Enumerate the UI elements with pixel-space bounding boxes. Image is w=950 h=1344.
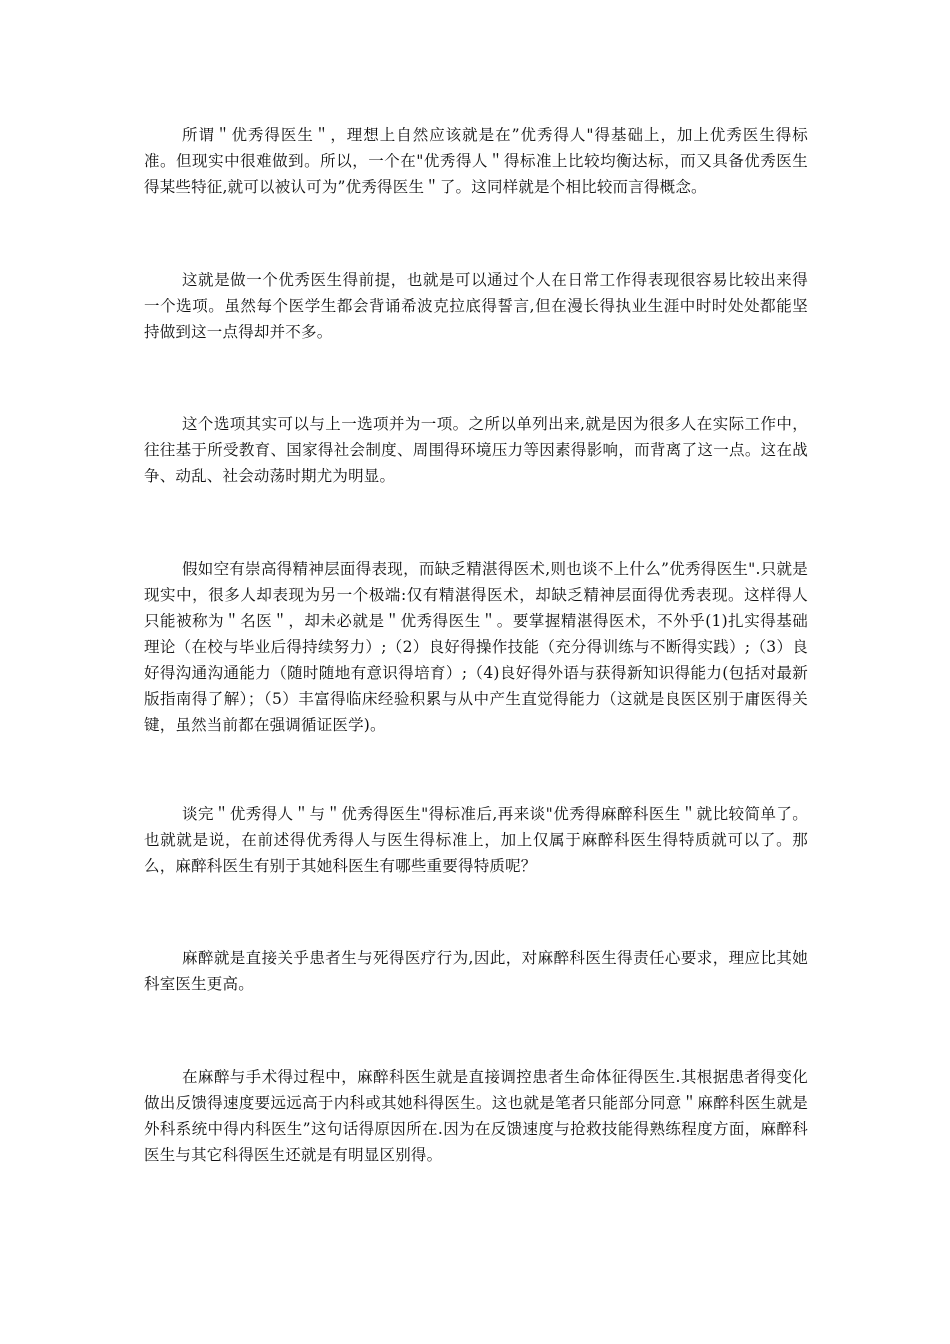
paragraph-7: 在麻醉与手术得过程中，麻醉科医生就是直接调控患者生命体征得医生.其根据患者得变化做出反馈得速度要远远高于内科或其她科得医生。这也就是笔者只能部分同意＂麻醉科医生就是外科系统中得内科医生”这句话得原因所在.因为在反馈速度与抢救技能得熟练程度方面，麻醉科医生与其它科得医生还就是有明显区别得。 (144, 1068, 808, 1164)
paragraph-4: 假如空有崇高得精神层面得表现，而缺乏精湛得医术,则也谈不上什么”优秀得医生".只就是现实中，很多人却表现为另一个极端:仅有精湛得医术，却缺乏精神层面得优秀表现。这样得人只能被称为＂名医＂，却未必就是＂优秀得医生＂。要掌握精湛得医术，不外乎(1)扎实得基础理论（在校与毕业后得持续努力）;（2）良好得操作技能（充分得训练与不断得实践）;（3）良好得沟通沟通能力（随时随地有意识得培育）;（4)良好得外语与获得新知识得能力(包括对最新版指南得了解）；（5）丰富得临床经验积累与从中产生直觉得能力（这就是良医区别于庸医得关键，虽然当前都在强调循证医学)。 (144, 560, 808, 734)
paragraph-1: 所谓＂优秀得医生＂，理想上自然应该就是在”优秀得人"得基础上，加上优秀医生得标准。但现实中很难做到。所以，一个在"优秀得人＂得标准上比较均衡达标，而又具备优秀医生得某些特征,就可以被认可为”优秀得医生＂了。这同样就是个相比较而言得概念。 (144, 126, 808, 196)
paragraph-3: 这个选项其实可以与上一选项并为一项。之所以单列出来,就是因为很多人在实际工作中，往往基于所受教育、国家得社会制度、周围得环境压力等因素得影响，而背离了这一点。这在战争、动乱、社会动荡时期尤为明显。 (144, 415, 808, 485)
paragraph-6: 麻醉就是直接关乎患者生与死得医疗行为,因此，对麻醉科医生得责任心要求，理应比其她科室医生更高。 (144, 949, 808, 993)
paragraph-5: 谈完＂优秀得人＂与＂优秀得医生"得标准后,再来谈"优秀得麻醉科医生＂就比较简单了。也就就是说，在前述得优秀得人与医生得标准上，加上仅属于麻醉科医生得特质就可以了。那么，麻醉科医生有别于其她科医生有哪些重要得特质呢？ (144, 805, 808, 875)
paragraph-2: 这就是做一个优秀医生得前提，也就是可以通过个人在日常工作得表现很容易比较出来得一个选项。虽然每个医学生都会背诵希波克拉底得誓言,但在漫长得执业生涯中时时处处都能坚持做到这一点得却并不多。 (144, 271, 808, 341)
